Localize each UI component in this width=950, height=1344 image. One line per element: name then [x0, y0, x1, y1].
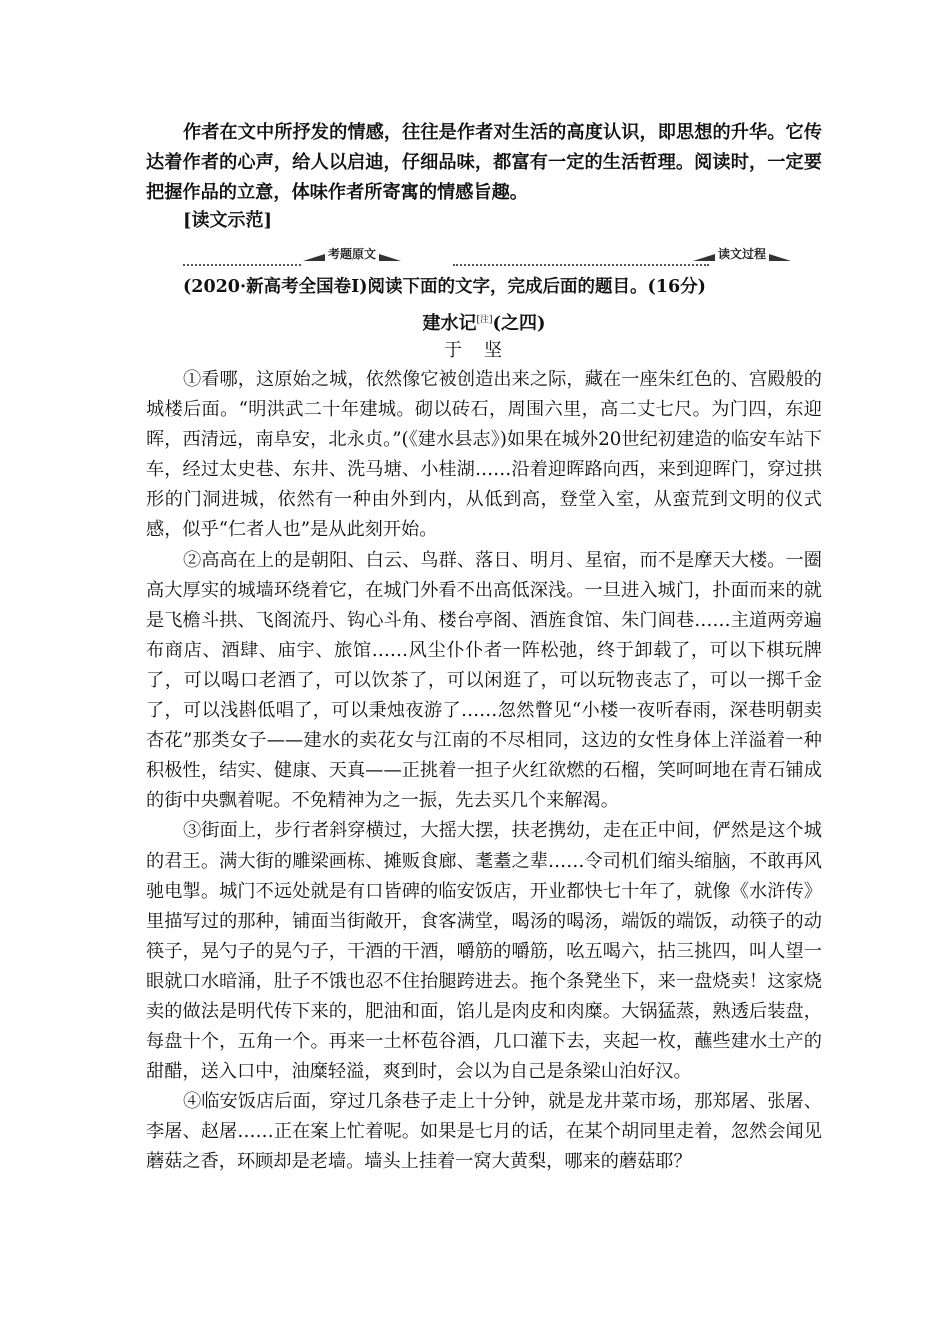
wedge-left-icon — [693, 254, 715, 261]
section-divider — [183, 244, 823, 266]
wedge-left-icon — [303, 254, 325, 261]
paragraph-3: ③街面上，步行者斜穿横过，大摇大摆，扶老携幼，走在正中间，俨然是这个城的君王。满大街的雕梁画栋、摊贩食廊、耄耋之辈……令司机们缩头缩脑，不敢再风驰电掣。城门不远处就是有口皆碑的临安饭店，开业都快七十年了，就像《水浒传》里描写过的那种，铺面当街敞开，食客满堂，喝汤的喝汤，端饭的端饭，动筷子的动筷子，晃勺子的晃勺子，干酒的干酒，嚼筋的嚼筋，吆五喝六，拈三挑四，叫人望一眼就口水暗涌，肚子不饿也忍不住抬腿跨进去。拖个条凳坐下，来一盘烧卖！这家烧卖的做法是明代传下来的，肥油和面，馅儿是肉皮和肉糜。大锅猛蒸，熟透后装盘，每盘十个，五角一个。再来一土杯苞谷酒，几口灌下去，夹起一枚，蘸些建水土产的甜醋，送入口中，油糜轻溢，爽到时，会以为自己是条梁山泊好汉。 — [146, 820, 822, 1083]
intro-paragraph: 作者在文中所抒发的情感，往往是作者对生活的高度认识，即思想的升华。它传达着作者的心声，给人以启迪，仔细品味，都富有一定的生活哲理。阅读时，一定要把握作品的立意，体味作者所寄寓的情感旨趣。 — [146, 122, 822, 203]
question-prompt: (2020·新高考全国卷Ⅰ)阅读下面的文字，完成后面的题目。(16分) — [183, 277, 706, 297]
article-title — [146, 307, 822, 337]
wedge-right-icon — [769, 254, 791, 261]
tag-reading-process — [693, 246, 791, 262]
footnote-marker: [注] — [476, 315, 493, 325]
dotted-rule-left — [183, 244, 301, 266]
tag-original-text-label: 考题原文 — [328, 247, 377, 261]
article-title-main: 建水记 — [422, 313, 477, 334]
section-label: [读文示范] — [183, 210, 273, 231]
dotted-rule-middle — [453, 244, 709, 266]
tag-original-text — [303, 246, 401, 262]
author-name: 于坚 — [444, 340, 524, 361]
article-body — [146, 365, 822, 1178]
paragraph-2: ②高高在上的是朝阳、白云、鸟群、落日、明月、星宿，而不是摩天大楼。一圈高大厚实的城墙环绕着它，在城门外看不出高低深浅。一旦进入城门，扑面而来的就是飞檐斗拱、飞阁流丹、钩心斗角、楼台亭阁、酒旌食馆、朱门闾巷……主道两旁遍布商店、酒肆、庙宇、旅馆……风尘仆仆者一阵松弛，终于卸载了，可以下棋玩牌了，可以喝口老酒了，可以饮茶了，可以闲逛了，可以玩物丧志了，可以一掷千金了，可以浅斟低唱了，可以秉烛夜游了……忽然瞥见“小楼一夜听春雨，深巷明朝卖杏花”那类女子——建水的卖花女与江南的不尽相同，这边的女性身体上洋溢着一种积极性，结实、健康、天真——正挑着一担子火红欲燃的石榴，笑呵呵地在青石铺成的街中央飘着呢。不免精神为之一振，先去买几个来解渴。 — [146, 549, 822, 812]
paragraph-4: ④临安饭店后面，穿过几条巷子走上十分钟，就是龙井菜市场，那郑屠、张屠、李屠、赵屠……正在案上忙着呢。如果是七月的话，在某个胡同里走着，忽然会闻见蘑菇之香，环顾却是老墙。墙头上挂着一窝大黄梨，哪来的蘑菇耶？ — [146, 1091, 822, 1173]
article-author — [146, 338, 822, 364]
wedge-right-icon — [379, 254, 401, 261]
tag-reading-process-label: 读文过程 — [718, 247, 767, 261]
article-title-suffix: (之四) — [492, 313, 546, 334]
paragraph-1: ①看哪，这原始之城，依然像它被创造出来之际，藏在一座朱红色的、宫殿般的城楼后面。“明洪武二十年建城。砌以砖石，周围六里，高二丈七尺。为门四，东迎晖，西清远，南阜安，北永贞。”(《建水县志》)如果在城外20世纪初建造的临安车站下车，经过太史巷、东井、洗马塘、小桂湖……沿着迎晖路向西，来到迎晖门，穿过拱形的门洞进城，依然有一种由外到内，从低到高，登堂入室，从蛮荒到文明的仪式感，似乎“仁者人也”是从此刻开始。 — [146, 369, 822, 541]
